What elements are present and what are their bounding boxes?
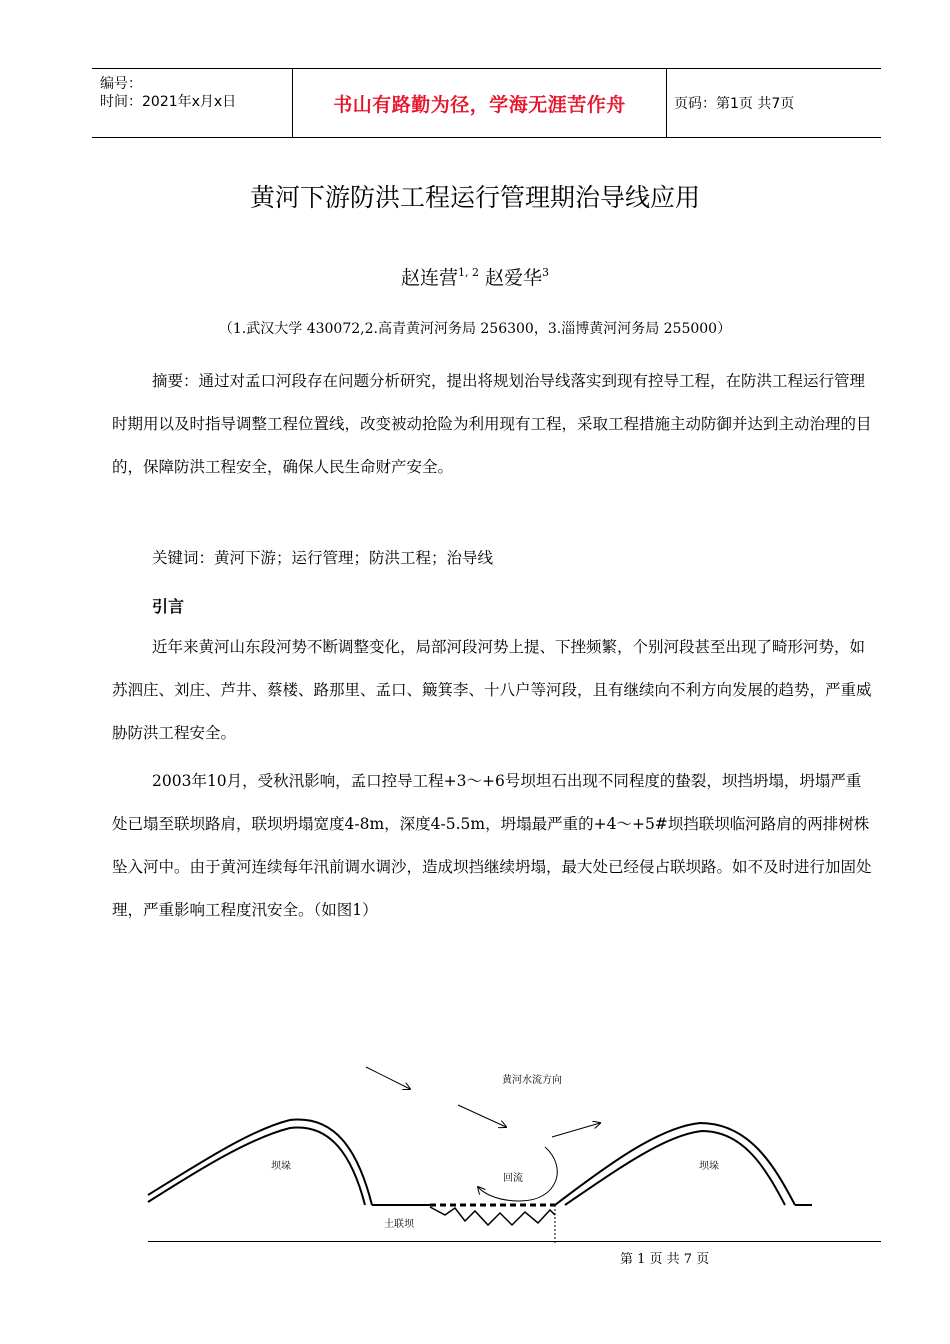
authors — [0, 263, 950, 290]
dam-diagram — [140, 1055, 820, 1255]
erosion-zigzag — [430, 1207, 555, 1225]
paragraph: 2003年10月，受秋汛影响，孟口控导工程+3～+6号坝坦石出现不同程度的蛰裂，坝挡坍塌，坍塌严重处已塌至联坝路肩，联坝坍塌宽度4-8m，深度4-5.5m，坍塌最严重的+4～+5#坝挡联坝临河路肩的两排树株坠入河中。由于黄河连续每年汛前调水调沙，造成坝挡继续坍塌，最大处已经侵占联坝路。如不及时进行加固处理，严重影响工程度汛安全。（如图1） — [112, 772, 872, 919]
flow-direction-label: 黄河水流方向 — [502, 1075, 562, 1086]
header-meta-cell — [92, 69, 293, 137]
section-heading: 引言 — [152, 597, 185, 616]
right-dam-label: 坝垛 — [699, 1161, 719, 1172]
flow-arrow — [552, 1123, 600, 1137]
number-label: 编号： — [100, 76, 142, 92]
backflow-label: 回流 — [503, 1173, 523, 1184]
author-affil-sup: 1, 2 — [457, 266, 479, 279]
flow-arrow — [366, 1067, 410, 1089]
paragraph: 近年来黄河山东段河势不断调整变化，局部河段河势上提、下挫频繁，个别河段甚至出现了畸形河势，如苏泗庄、刘庄、芦井、蔡楼、路那里、孟口、簸箕李、十八户等河段，且有继续向不利方向发展的趋势，严重威胁防洪工程安全。 — [112, 638, 872, 742]
flow-arrow — [458, 1105, 506, 1127]
footer-rule — [148, 1241, 881, 1242]
author-name: 赵爱华 — [485, 267, 543, 289]
left-dam-inner — [148, 1127, 365, 1205]
header-table — [92, 68, 881, 138]
header-motto: 书山有路勤为径，学海无涯苦作舟 — [293, 69, 667, 137]
abstract: 摘要：通过对孟口河段存在问题分析研究，提出将规划治导线落实到现有控导工程，在防洪工程运行管理时期用以及时指导调整工程位置线，改变被动抢险为利用现有工程，采取工程措施主动防御并达到主动治理的目的，保障防洪工程安全，确保人民生命财产安全。 — [112, 372, 872, 476]
earth-dike-label: 土联坝 — [384, 1219, 414, 1230]
header-page-info: 页码：第1页 共7页 — [674, 96, 795, 112]
document-title: 黄河下游防洪工程运行管理期治导线应用 — [249, 183, 700, 212]
author-affil-sup: 3 — [542, 266, 550, 279]
author-name: 赵连营 — [400, 267, 458, 289]
left-dam-label: 坝垛 — [271, 1161, 291, 1172]
left-dam-outer — [148, 1120, 372, 1205]
page-footer: 第 1 页 共 7 页 — [620, 1252, 710, 1267]
affiliations: （1.武汉大学 430072,2.高青黄河河务局 256300，3.淄博黄河河务局 255000） — [218, 321, 732, 337]
keywords: 关键词：黄河下游；运行管理；防洪工程；治导线 — [152, 549, 494, 567]
time-label: 时间：2021年x月x日 — [100, 94, 237, 110]
